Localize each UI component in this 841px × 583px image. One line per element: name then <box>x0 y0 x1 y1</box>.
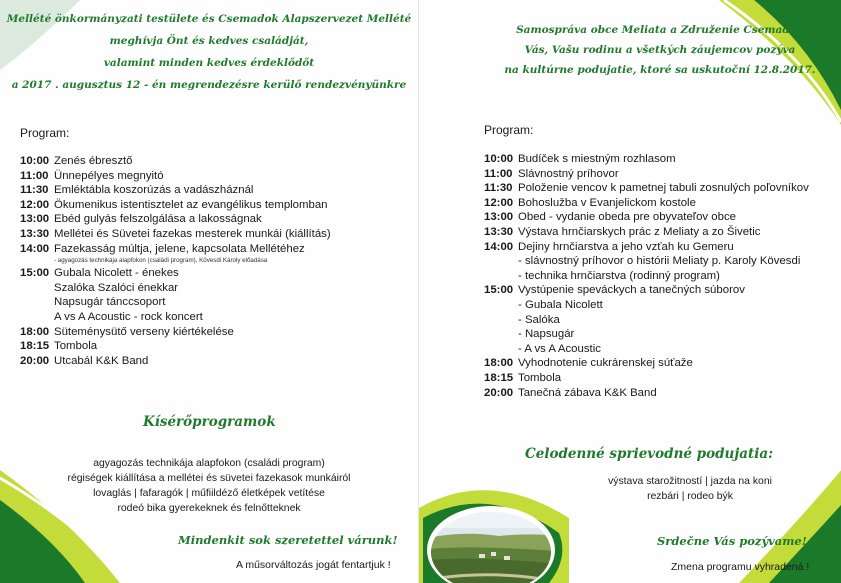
schedule-row <box>20 154 415 169</box>
schedule-time <box>484 327 518 342</box>
schedule-text: Mellétei és Süvetei fazekas mesterek munkái (kiállítás) <box>54 227 331 240</box>
schedule-row <box>484 181 834 196</box>
schedule-row <box>20 183 415 198</box>
schedule-row <box>20 325 415 340</box>
schedule-time: 18:00 <box>20 325 50 338</box>
schedule-text: Obed - vydanie obeda pre obyvateľov obce <box>518 211 736 224</box>
schedule-time: 14:00 <box>20 242 50 255</box>
schedule-row <box>484 356 834 371</box>
landscape-photo <box>419 478 569 583</box>
schedule-row <box>484 327 834 342</box>
header-line: Samospráva obce Meliata a Združenie Csemadok <box>516 24 804 36</box>
side-program-list <box>0 456 418 516</box>
closing-text: Mindenkit sok szeretettel várunk! <box>178 533 398 547</box>
schedule-text: Položenie vencov k pametnej tabuli zosnulých poľovníkov <box>518 182 809 195</box>
schedule-time <box>484 342 518 357</box>
side-program-title: Celodenné sprievodné podujatia: <box>525 446 774 462</box>
schedule-text: - Gubala Nicolett <box>518 298 603 311</box>
program-label: Program: <box>484 123 534 137</box>
side-program-title: Kísérőprogramok <box>143 414 276 430</box>
schedule-row <box>484 298 834 313</box>
schedule-time: 10:00 <box>20 155 50 167</box>
schedule-text: - Salóka <box>518 313 560 326</box>
schedule-time <box>20 310 54 325</box>
schedule-text: Budíček s miestným rozhlasom <box>518 153 676 165</box>
schedule-time <box>484 269 518 284</box>
schedule-time: 18:00 <box>484 357 514 370</box>
schedule-time <box>484 298 518 313</box>
schedule-row <box>20 227 415 242</box>
schedule-time <box>484 254 518 269</box>
schedule-time: 20:00 <box>484 386 514 399</box>
schedule-time: 18:15 <box>20 340 50 353</box>
schedule-time: 13:30 <box>20 227 50 240</box>
landscape-photo-frame <box>419 478 569 583</box>
schedule-text: A vs A Acoustic - rock koncert <box>54 310 203 323</box>
schedule-row <box>484 269 834 284</box>
disclaimer-note: A műsorváltozás jogát fentartjuk ! <box>236 559 391 571</box>
schedule-row <box>20 198 415 213</box>
list-item: rodeó bika gyerekeknek és felnőtteknek <box>117 503 301 514</box>
schedule-text: - Napsugár <box>518 328 575 341</box>
schedule-text: Tombola <box>518 371 562 384</box>
schedule-text: Utcabál K&K Band <box>54 354 149 367</box>
schedule-row <box>20 354 415 369</box>
schedule-time: 11:30 <box>484 182 513 195</box>
schedule-row <box>484 313 834 328</box>
schedule-text: Gubala Nicolett - énekes <box>54 267 179 280</box>
header-line: Vás, Vašu rodinu a všetkých záujemcov pozýva <box>524 44 796 56</box>
schedule-text: Napsugár tánccsoport <box>54 296 166 309</box>
schedule-time: 13:00 <box>20 213 50 226</box>
schedule-row <box>20 256 415 266</box>
schedule-text: Ökumenikus istentisztelet az evangélikus templomban <box>54 198 328 211</box>
schedule-row <box>484 167 834 182</box>
list-item: régiségek kiállítása a mellétei és süvetei fazekasok munkáiról <box>67 473 351 484</box>
side-program-list <box>559 474 821 504</box>
right-panel-slovak <box>419 0 841 583</box>
schedule-row <box>20 266 415 281</box>
schedule-text: - slávnostný príhovor o histórii Meliaty p. Karoly Kövesdi <box>518 255 801 268</box>
schedule-text: Zenés ébresztő <box>54 155 133 167</box>
schedule-time: 11:30 <box>20 184 49 197</box>
closing-text: Srdečne Vás pozývame! <box>657 534 807 548</box>
schedule-list <box>484 152 834 400</box>
list-item: rezbári | rodeo býk <box>647 491 733 502</box>
schedule-row <box>484 152 834 167</box>
schedule-row <box>484 371 834 386</box>
schedule-time: 15:00 <box>484 284 514 297</box>
header-line: Mellété önkormányzati testülete és Csemadok Alapszervezet Mellété <box>6 13 412 25</box>
schedule-text: Tanečná zábava K&K Band <box>518 386 657 399</box>
schedule-text: - technika hrnčiarstva (rodinný program) <box>518 269 720 282</box>
schedule-row <box>484 240 834 255</box>
schedule-time: 12:00 <box>20 198 50 211</box>
schedule-time: 11:00 <box>20 169 49 182</box>
schedule-time: 18:15 <box>484 371 514 384</box>
schedule-row <box>484 225 834 240</box>
schedule-list <box>20 154 415 368</box>
schedule-row <box>484 342 834 357</box>
schedule-time <box>20 256 54 266</box>
schedule-text: Výstava hrnčiarskych prác z Meliaty a zo Šivetic <box>518 225 761 238</box>
schedule-text: Vyhodnotenie cukrárenskej súťaže <box>518 357 693 370</box>
left-panel-hungarian <box>0 0 419 583</box>
program-label: Program: <box>20 126 70 140</box>
schedule-text: Süteménysütő verseny kiértékelése <box>54 325 234 338</box>
schedule-text: Szalóka Szalóci énekkar <box>54 281 179 294</box>
schedule-row <box>20 295 415 310</box>
schedule-row <box>20 310 415 325</box>
disclaimer-note: Zmena programu vyhradená ! <box>671 561 810 573</box>
schedule-row <box>484 283 834 298</box>
header-line: a 2017 . augusztus 12 - én megrendezésre kerülő rendezvényünkre <box>11 79 407 91</box>
schedule-text: Emléktábla koszorúzás a vadászháznál <box>54 184 254 197</box>
schedule-row <box>484 210 834 225</box>
header-line: meghívja Önt és kedves családját, <box>109 35 309 47</box>
schedule-time: 12:00 <box>484 196 514 209</box>
schedule-text: - A vs A Acoustic <box>518 342 601 355</box>
schedule-row <box>20 281 415 296</box>
schedule-time: 11:00 <box>484 167 513 180</box>
schedule-text: Dejiny hrnčiarstva a jeho vzťah ku Gemeru <box>518 240 734 253</box>
schedule-row <box>484 386 834 401</box>
schedule-time: 13:30 <box>484 225 514 238</box>
list-item: výstava starožitností | jazda na koni <box>608 476 772 487</box>
schedule-text: Slávnostný príhovor <box>518 167 619 180</box>
schedule-row <box>20 169 415 184</box>
schedule-time: 14:00 <box>484 240 514 253</box>
schedule-time: 10:00 <box>484 153 514 165</box>
header-line: na kultúrne podujatie, ktoré sa uskutoční 12.8.2017. <box>504 64 816 76</box>
list-item: agyagozás technikája alapfokon (családi program) <box>93 458 325 469</box>
schedule-time <box>20 281 54 296</box>
schedule-row <box>20 339 415 354</box>
schedule-text: - agyagozás technikája alapfokon (családi program), Kövesdi Károly előadása <box>54 257 268 265</box>
schedule-text: Ebéd gulyás felszolgálása a lakosságnak <box>54 213 262 226</box>
schedule-text: Bohoslužba v Evanjelickom kostole <box>518 196 696 209</box>
schedule-row <box>20 242 415 257</box>
schedule-time: 13:00 <box>484 211 514 224</box>
schedule-time <box>20 295 54 310</box>
schedule-row <box>20 212 415 227</box>
schedule-time: 20:00 <box>20 354 50 367</box>
schedule-row <box>484 254 834 269</box>
schedule-time <box>484 313 518 328</box>
schedule-text: Ünnepélyes megnyitó <box>54 169 164 182</box>
schedule-row <box>484 196 834 211</box>
schedule-text: Fazekasság múltja, jelene, kapcsolata Mellétéhez <box>54 242 305 255</box>
list-item: lovaglás | fafaragók | műfiildéző életképek vetítése <box>93 488 325 499</box>
schedule-time: 15:00 <box>20 267 50 280</box>
schedule-text: Vystúpenie speváckych a tanečných súborov <box>518 284 745 297</box>
header-line: valamint minden kedves érdeklődőt <box>103 57 315 69</box>
schedule-text: Tombola <box>54 340 98 353</box>
